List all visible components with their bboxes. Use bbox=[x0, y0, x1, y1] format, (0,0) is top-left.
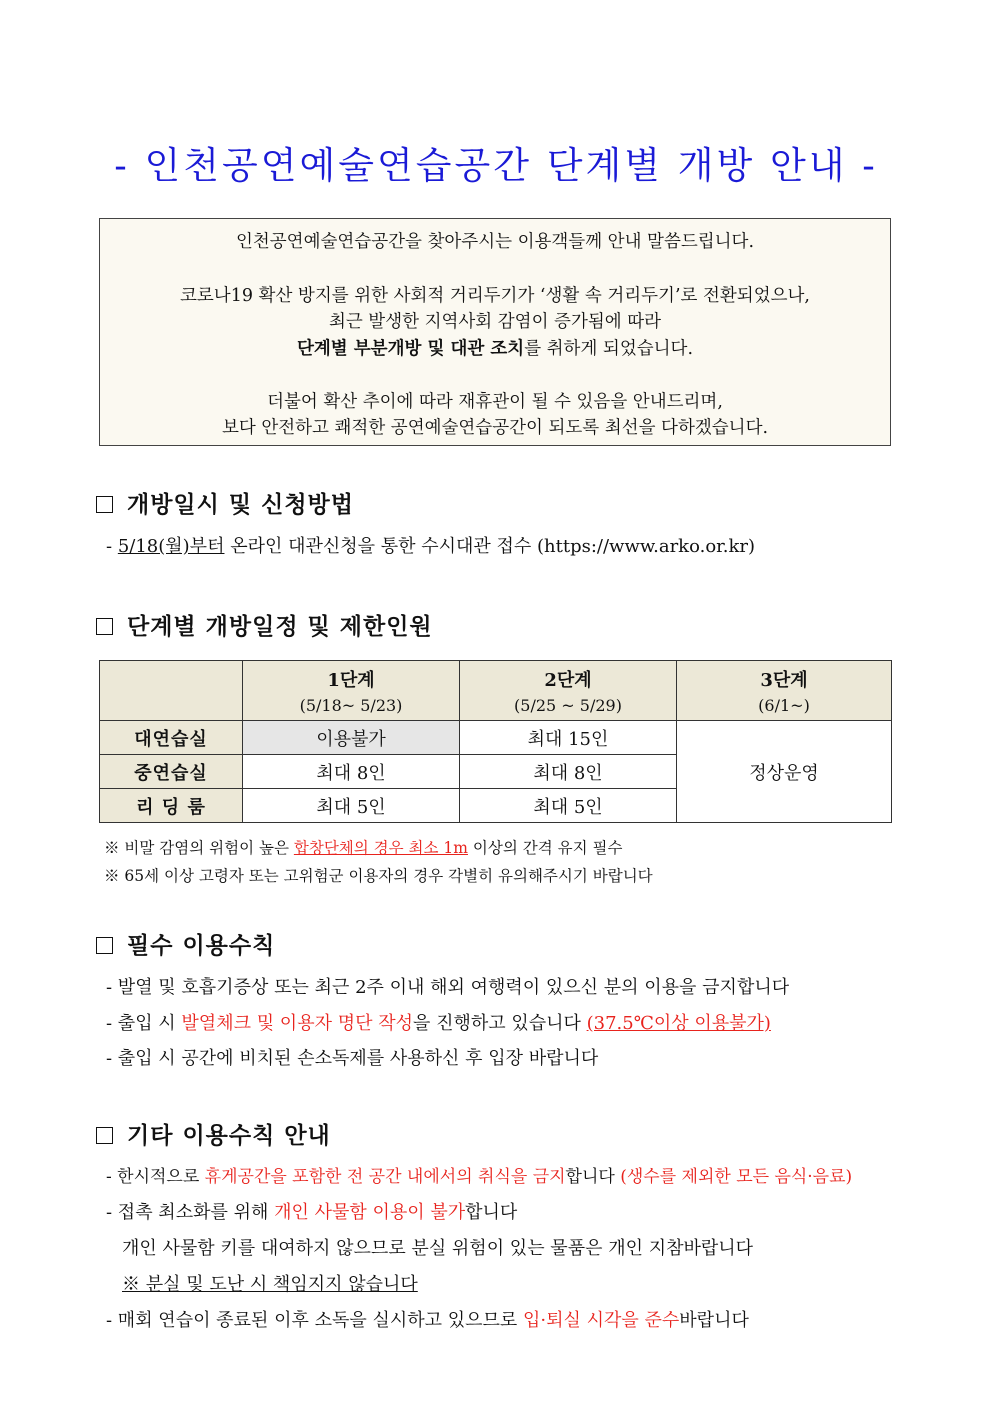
rule-text: - 출입 시 bbox=[106, 1013, 182, 1034]
rule-text: - 매회 연습이 종료된 이후 소독을 실시하고 있으므로 bbox=[106, 1310, 524, 1331]
application-info: 온라인 대관신청을 통한 수시대관 접수 (https://www.arko.or.kr) bbox=[224, 536, 756, 557]
notice-line: 코로나19 확산 방지를 위한 사회적 거리두기가 ‘생활 속 거리두기’로 전환되었으나, bbox=[180, 286, 810, 306]
notice-line: 인천공연예술연습공간을 찾아주시는 이용객들께 안내 말씀드립니다. bbox=[235, 232, 755, 252]
rule-line bbox=[106, 1162, 852, 1187]
rule-highlight: 입·퇴실 시각을 준수 bbox=[523, 1310, 680, 1331]
table-cell: 최대 15인 bbox=[460, 721, 677, 755]
notice-box bbox=[99, 218, 891, 446]
table-cell: 최대 5인 bbox=[460, 789, 677, 823]
rule-line bbox=[106, 1306, 749, 1332]
section-heading bbox=[96, 1117, 331, 1150]
checkbox-square-icon bbox=[96, 1127, 113, 1144]
section-heading-text: 필수 이용수칙 bbox=[127, 932, 276, 959]
rule-line: - 발열 및 호흡기증상 또는 최근 2주 이내 해외 여행력이 있으신 분의 이용을 금지합니다 bbox=[106, 977, 790, 998]
table-cell: 최대 8인 bbox=[460, 755, 677, 789]
rule-text: 합니다 bbox=[465, 1202, 518, 1223]
table-row bbox=[100, 721, 892, 755]
rule-highlight: 개인 사물함 이용이 불가 bbox=[274, 1202, 466, 1223]
checkbox-square-icon bbox=[96, 496, 113, 513]
stage-label: 1단계 bbox=[327, 670, 375, 691]
table-cell: 최대 5인 bbox=[243, 789, 460, 823]
rule-highlight: (생수를 제외한 모든 음식·음료) bbox=[620, 1167, 853, 1187]
table-header-cell bbox=[243, 661, 460, 721]
table-header-row bbox=[100, 661, 892, 721]
checkbox-square-icon bbox=[96, 618, 113, 635]
section-heading-text: 단계별 개방일정 및 제한인원 bbox=[127, 613, 433, 640]
notice-line: 더불어 확산 추이에 따라 재휴관이 될 수 있음을 안내드리며, bbox=[267, 392, 723, 412]
notice-line: 최근 발생한 지역사회 감염이 증가됨에 따라 bbox=[328, 312, 662, 332]
stage-period: (5/18~ 5/23) bbox=[299, 696, 403, 715]
table-cell-merged: 정상운영 bbox=[677, 721, 892, 823]
rule-text: - 한시적으로 bbox=[106, 1167, 205, 1187]
table-header-cell bbox=[677, 661, 892, 721]
notice-bold-text: 단계별 부분개방 및 대관 조치 bbox=[296, 339, 525, 359]
section-heading-text: 기타 이용수칙 안내 bbox=[127, 1122, 331, 1149]
section-line bbox=[106, 532, 755, 558]
rule-line bbox=[106, 1009, 771, 1035]
dash-text: - bbox=[106, 536, 113, 557]
note-text: ※ 비말 감염의 위험이 높은 bbox=[104, 839, 294, 857]
page-title: - 인천공연예술연습공간 단계별 개방 안내 - bbox=[114, 144, 878, 187]
room-label: 리 딩 룸 bbox=[100, 789, 243, 823]
rule-highlight: (37.5℃이상 이용불가) bbox=[586, 1013, 771, 1034]
table-corner-cell bbox=[100, 661, 243, 721]
rule-line: - 출입 시 공간에 비치된 손소독제를 사용하신 후 입장 바랍니다 bbox=[106, 1048, 599, 1069]
notice-line: 보다 안전하고 쾌적한 공연예술연습공간이 되도록 최선을 다하겠습니다. bbox=[221, 418, 769, 438]
table-note: ※ 65세 이상 고령자 또는 고위험군 이용자의 경우 각별히 유의해주시기 바랍니다 bbox=[104, 867, 653, 885]
table-cell: 최대 8인 bbox=[243, 755, 460, 789]
rule-text: 합니다 bbox=[565, 1167, 621, 1187]
table-header-cell bbox=[460, 661, 677, 721]
note-highlight: 합창단체의 경우 최소 1m bbox=[293, 839, 468, 857]
section-heading bbox=[96, 608, 433, 641]
open-date: 5/18(월)부터 bbox=[117, 536, 225, 557]
note-text: 이상의 간격 유지 필수 bbox=[467, 839, 623, 857]
table-note bbox=[104, 836, 622, 858]
rule-line: 개인 사물함 키를 대여하지 않으므로 분실 위험이 있는 물품은 개인 지참바랍니다 bbox=[122, 1238, 754, 1259]
rule-highlight: 휴게공간을 포함한 전 공간 내에서의 취식을 금지 bbox=[204, 1167, 566, 1187]
notice-line bbox=[100, 335, 890, 360]
stage-label: 3단계 bbox=[760, 670, 808, 691]
rule-line: ※ 분실 및 도난 시 책임지지 않습니다 bbox=[122, 1274, 418, 1295]
rule-highlight: 발열체크 및 이용자 명단 작성 bbox=[181, 1013, 413, 1034]
stage-period: (6/1~) bbox=[758, 696, 810, 715]
notice-text: 를 취하게 되었습니다. bbox=[524, 339, 694, 359]
section-heading bbox=[96, 486, 354, 519]
rule-text: 을 진행하고 있습니다 bbox=[412, 1013, 587, 1034]
rule-line bbox=[106, 1198, 517, 1224]
stage-period: (5/25 ~ 5/29) bbox=[514, 696, 622, 715]
rule-text: - 접촉 최소화를 위해 bbox=[106, 1202, 275, 1223]
table-cell: 이용불가 bbox=[243, 721, 460, 755]
rule-text: 바랍니다 bbox=[679, 1310, 749, 1331]
stage-table bbox=[99, 660, 892, 823]
section-heading bbox=[96, 927, 275, 960]
room-label: 중연습실 bbox=[100, 755, 243, 789]
section-heading-text: 개방일시 및 신청방법 bbox=[127, 491, 354, 518]
checkbox-square-icon bbox=[96, 937, 113, 954]
room-label: 대연습실 bbox=[100, 721, 243, 755]
stage-label: 2단계 bbox=[544, 670, 592, 691]
